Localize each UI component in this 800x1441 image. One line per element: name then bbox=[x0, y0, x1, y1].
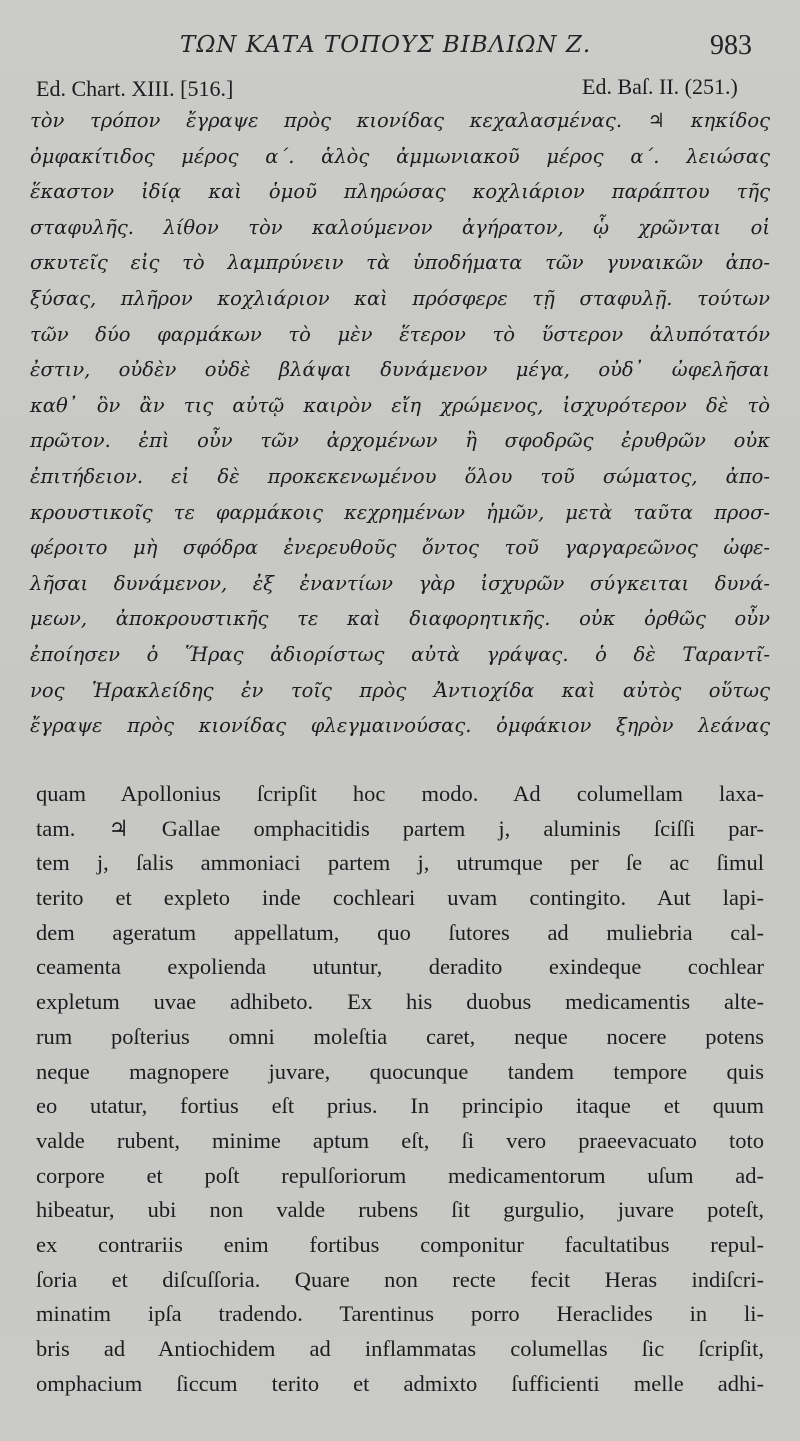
greek-line: καθ᾽ ὃν ἂν τις αὐτῷ καιρὸν εἴη χρώμενος, ἰσχυρότερον δὲ τὸ bbox=[30, 393, 770, 417]
greek-line: πρῶτον. ἐπὶ οὖν τῶν ἀρχομένων ἢ σφοδρῶς ἐρυθρῶν οὐκ bbox=[30, 429, 770, 453]
edition-references bbox=[0, 74, 800, 104]
latin-line: hibeatur, ubi non valde rubens ſit gurgulio, juvare poteſt, bbox=[36, 1197, 764, 1223]
greek-line: ἕκαστον ἰδίᾳ καὶ ὁμοῦ πληρώσας κοχλιάριον παράπτου τῆς bbox=[30, 180, 770, 204]
latin-line: neque magnopere juvare, quocunque tandem tempore quis bbox=[36, 1058, 764, 1084]
latin-line: bris ad Antiochidem ad inflammatas columellas ſic ſcripſit, bbox=[36, 1336, 764, 1361]
running-head bbox=[0, 30, 800, 66]
greek-line: σκυτεῖς εἰς τὸ λαμπρύνειν τὰ ὑποδήματα τῶν γυναικῶν ἀπο- bbox=[30, 251, 770, 275]
latin-line: omphacium ſiccum terito et admixto ſufficienti melle adhi- bbox=[36, 1370, 764, 1396]
latin-line: expletum uvae adhibeto. Ex his duobus medicamentis alte- bbox=[36, 989, 764, 1015]
latin-line: ceamenta expolienda utuntur, deradito exindeque cochlear bbox=[36, 954, 764, 980]
edition-chartier: Ed. Chart. XIII. [516.] bbox=[36, 76, 234, 101]
greek-line: ἐποίησεν ὁ Ἥρας ἀδιορίστως αὐτὰ γράψας. ὁ δὲ Ταραντῖ- bbox=[30, 642, 770, 666]
greek-line: κρουστικοῖς τε φαρμάκοις κεχρημένων ἡμῶν, μετὰ ταῦτα προσ- bbox=[30, 500, 770, 524]
page-number: 983 bbox=[710, 30, 752, 61]
running-title: ΤΩΝ ΚΑΤΑ ΤΟΠΟΥΣ ΒΙΒΛΙΩΝ Ζ. bbox=[180, 32, 592, 58]
greek-line: μεων, ἀποκρουστικῆς τε καὶ διαφορητικῆς. οὐκ ὀρθῶς οὖν bbox=[30, 607, 770, 631]
greek-line: ἐπιτήδειον. εἰ δὲ προκεκενωμένου ὅλου τοῦ σώματος, ἀπο- bbox=[30, 464, 770, 488]
greek-line: σταφυλῆς. λίθον τὸν καλούμενον ἀγήρατον, ᾧ χρῶνται οἱ bbox=[30, 215, 770, 239]
greek-line: ἐστιν, οὐδὲν οὐδὲ βλάψαι δυνάμενον μέγα, οὐδ᾽ ὠφελῆσαι bbox=[30, 358, 770, 382]
latin-line: terito et expleto inde cochleari uvam contingito. Aut lapi- bbox=[36, 885, 764, 911]
latin-line: quam Apollonius ſcripſit hoc modo. Ad columellam laxa- bbox=[36, 781, 764, 806]
greek-line: τῶν δύο φαρμάκων τὸ μὲν ἕτερον τὸ ὕστερον ἀλυπότατόν bbox=[30, 322, 770, 346]
latin-line: minatim ipſa tradendo. Tarentinus porro Heraclides in li- bbox=[36, 1301, 764, 1327]
latin-line: eo utatur, fortius eſt prius. In principio itaque et quum bbox=[36, 1093, 764, 1119]
latin-text-block bbox=[36, 777, 764, 1401]
latin-line: rum poſterius omni moleſtia caret, neque nocere potens bbox=[36, 1023, 764, 1049]
greek-line: νος Ἡρακλείδης ἐν τοῖς πρὸς Ἀντιοχίδα καὶ αὐτὸς οὕτως bbox=[30, 678, 770, 702]
greek-line: ἔγραψε πρὸς κιονίδας φλεγμαινούσας. ὀμφάκιον ξηρὸν λεάνας bbox=[30, 714, 770, 738]
latin-line: valde rubent, minime aptum eſt, ſi vero praeevacuato toto bbox=[36, 1127, 764, 1153]
latin-line: corpore et poſt repulſoriorum medicamentorum uſum ad- bbox=[36, 1162, 764, 1188]
greek-line: ὀμφακίτιδος μέρος α΄. ἁλὸς ἀμμωνιακοῦ μέρος α΄. λειώσας bbox=[30, 144, 770, 168]
greek-text-block bbox=[30, 103, 770, 744]
greek-line: λῆσαι δυνάμενον, ἐξ ἐναντίων γὰρ ἰσχυρῶν σύγκειται δυνά- bbox=[30, 571, 770, 595]
latin-line: dem ageratum appellatum, quo ſutores ad muliebria cal- bbox=[36, 919, 764, 945]
latin-line: tem j, ſalis ammoniaci partem j, utrumque per ſe ac ſimul bbox=[36, 850, 764, 876]
latin-line: tam. ♃ Gallae omphacitidis partem j, aluminis ſciſſi par- bbox=[36, 815, 764, 841]
greek-line: ξύσας, πλῆρον κοχλιάριον καὶ πρόσφερε τῇ σταφυλῇ. τούτων bbox=[30, 286, 770, 310]
latin-line: ex contrariis enim fortibus componitur facultatibus repul- bbox=[36, 1231, 764, 1257]
greek-line: τὸν τρόπον ἔγραψε πρὸς κιονίδας κεχαλασμένας. ♃ κηκίδος bbox=[30, 109, 770, 132]
edition-basel: Ed. Baſ. II. (251.) bbox=[582, 74, 738, 99]
latin-line: ſoria et diſcuſſoria. Quare non recte fecit Heras indiſcri- bbox=[36, 1266, 764, 1292]
greek-line: φέροιτο μὴ σφόδρα ἐνερευθοῦς ὄντος τοῦ γαργαρεῶνος ὠφε- bbox=[30, 536, 770, 560]
